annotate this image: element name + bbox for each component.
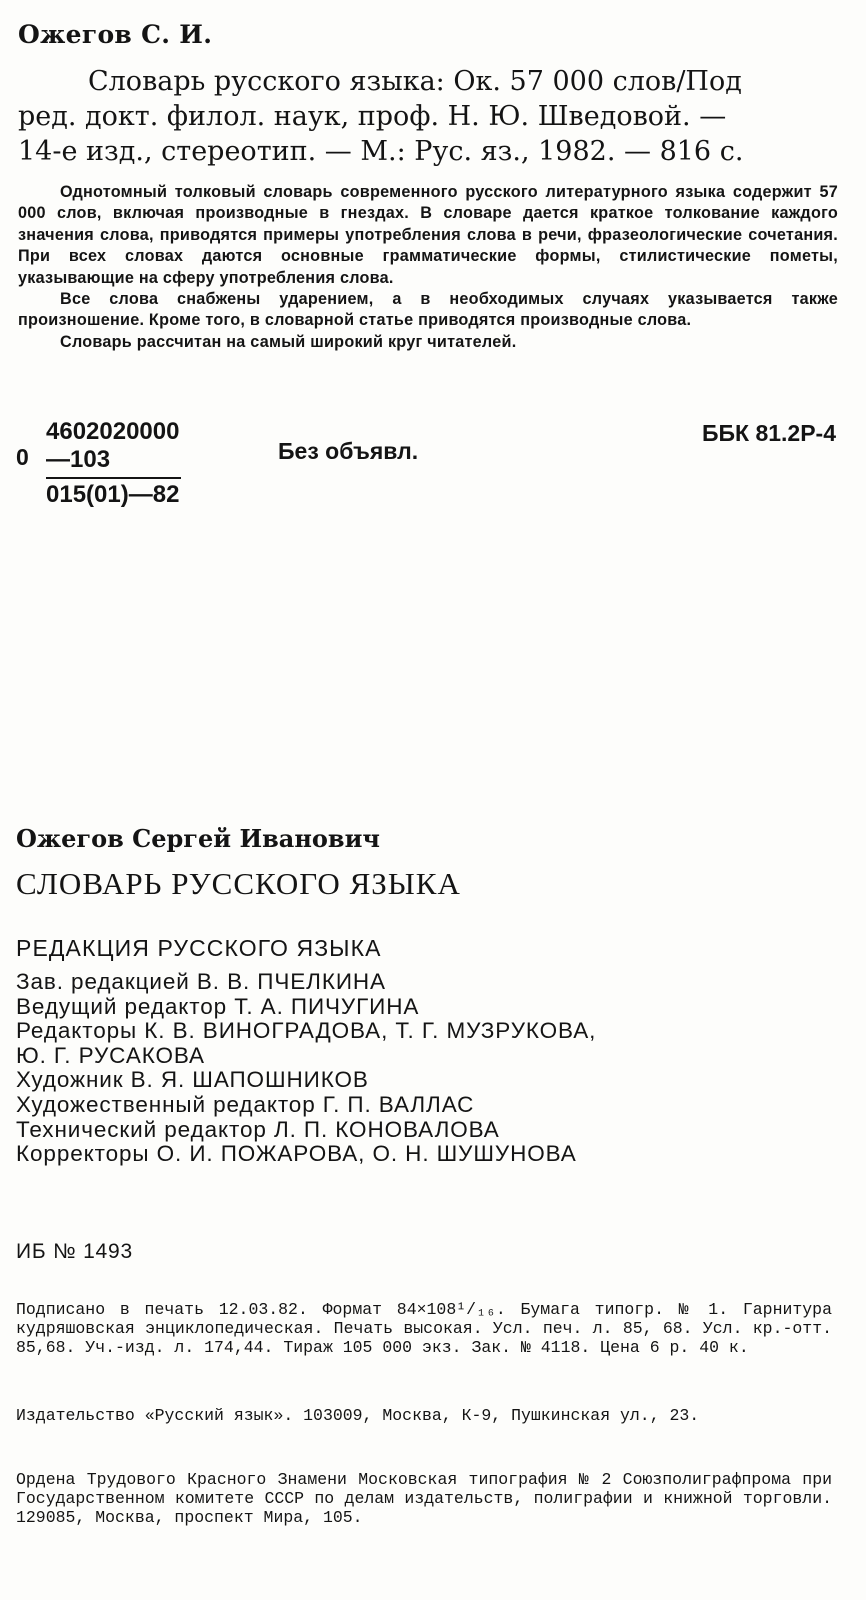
- biblio-line-3: 14-е изд., стереотип. — М.: Рус. яз., 1982. — 816 с.: [18, 136, 744, 167]
- annotation-paragraph-3: Словарь рассчитан на самый широкий круг читателей.: [60, 332, 517, 351]
- annotation-paragraph-2: Все слова снабжены ударением, а в необходимых случаях указывается также произношение. Кроме того, в словарной статье приводятся производные слова.: [18, 290, 838, 330]
- staff-line: Редакторы К. В. ВИНОГРАДОВА, Т. Г. МУЗРУКОВА,: [16, 1018, 597, 1044]
- code-fraction: [46, 418, 181, 509]
- staff-line: Корректоры О. И. ПОЖАРОВА, О. Н. ШУШУНОВА: [16, 1141, 577, 1167]
- code-numerator: 4602020000—103: [46, 418, 181, 479]
- author-full-name: Ожегов Сергей Иванович: [16, 824, 380, 853]
- printer-info: Ордена Трудового Красного Знамени Московская типография № 2 Союзполиграфпрома при Государственном комитете СССР по делам издательств, полиграфии и книжной торговли. 129085, Москва, проспект Мира, 105.: [16, 1470, 832, 1528]
- staff-line: Ю. Г. РУСАКОВА: [16, 1042, 205, 1068]
- staff-line: Художник В. Я. ШАПОШНИКОВ: [16, 1067, 369, 1093]
- book-title: СЛОВАРЬ РУССКОГО ЯЗЫКА: [16, 866, 461, 901]
- bbk-code: ББК 81.2Р-4: [701, 420, 836, 446]
- annotation-paragraph-1: Однотомный толковый словарь современного русского литературного языка содержит 57 000 слов, включая производные в гнездах. В словаре дается краткое толкование каждого значения слова, приводятся примеры употребления слова в речи, фразеологические сочетания. При всех словах даются основные грамматические формы, стилистические пометы, указывающие на сферу употребления слова.: [18, 183, 838, 287]
- code-prefix: 0: [16, 444, 29, 470]
- print-info: Подписано в печать 12.03.82. Формат 84×108¹/₁₆. Бумага типогр. № 1. Гарнитура кудряшовская энциклопедическая. Печать высокая. Усл. печ. л. 85, 68. Усл. кр.-отт. 85,68. Уч.-изд. л. 174,44. Тираж 105 000 экз. Зак. № 4118. Цена 6 р. 40 к.: [16, 1300, 832, 1358]
- biblio-line-1: Словарь русского языка: Ок. 57 000 слов/Под: [88, 66, 742, 97]
- author-short: Ожегов С. И.: [18, 20, 213, 49]
- publisher-info: Издательство «Русский язык». 103009, Москва, К-9, Пушкинская ул., 23.: [16, 1406, 700, 1425]
- no-advertisement-note: Без объявл.: [278, 438, 419, 464]
- annotation: [18, 182, 838, 353]
- editorial-office: РЕДАКЦИЯ РУССКОГО ЯЗЫКА: [16, 935, 382, 961]
- staff-line: Художественный редактор Г. П. ВАЛЛАС: [16, 1091, 475, 1117]
- code-denominator: 015(01)—82: [46, 481, 180, 508]
- biblio-line-2: ред. докт. филол. наук, проф. Н. Ю. Шведовой. —: [18, 101, 727, 132]
- staff-line: Ведущий редактор Т. А. ПИЧУГИНА: [16, 993, 420, 1019]
- ib-number: ИБ № 1493: [16, 1240, 133, 1263]
- staff-line: Технический редактор Л. П. КОНОВАЛОВА: [16, 1116, 500, 1142]
- staff-list: [16, 970, 596, 1167]
- bibliographic-record: [18, 64, 840, 169]
- staff-line: Зав. редакцией В. В. ПЧЕЛКИНА: [16, 969, 386, 994]
